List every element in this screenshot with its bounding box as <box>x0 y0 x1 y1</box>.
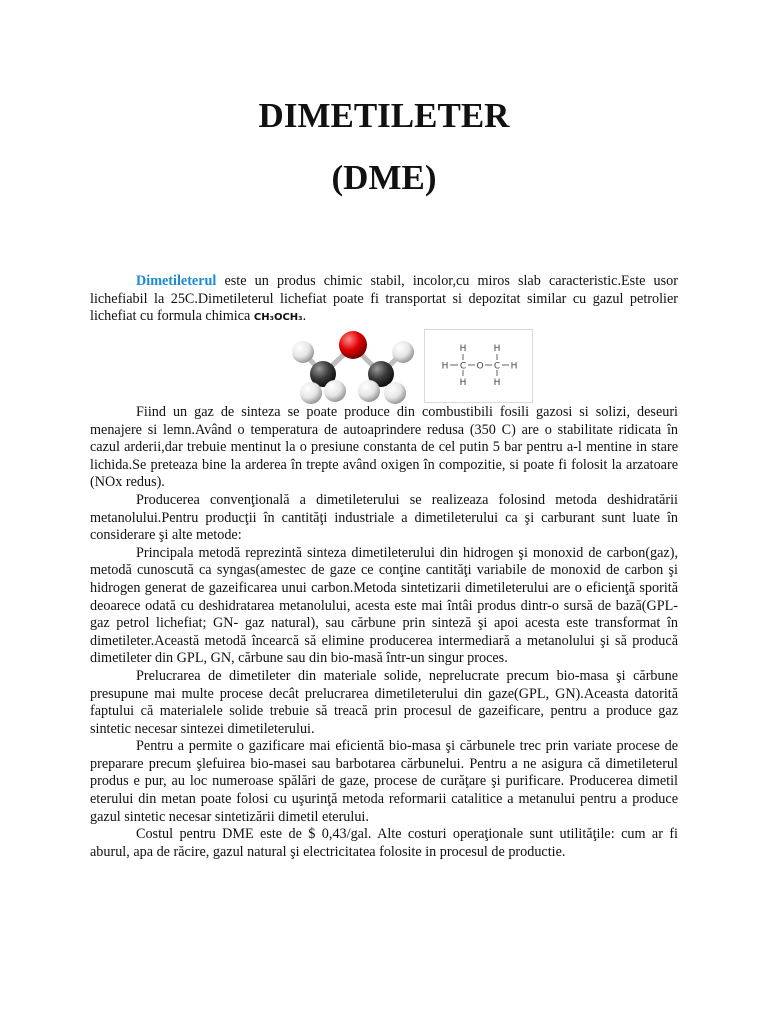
hydrogen-atom <box>358 380 380 402</box>
intro-paragraph <box>90 273 678 327</box>
structural-label: H <box>510 361 518 372</box>
molecule-3d-model-image <box>283 326 423 406</box>
oxygen-atom <box>339 331 367 359</box>
body-paragraph: Principala metodă reprezintă sinteza dimetileterului din hidrogen şi monoxid de carbon(gaz), metodă cunoscută ca syngas(amestec de gaze ce conţine cantităţi variabile de monoxid de carbon şi hidrogen generat de gazeificarea unui carbon.Metoda sintetizarii dimetileterului are o eficienţă sporită deoarece odată cu deshidratarea metanolului, acesta este mai întâi produs dintr-o sursă de bază(GPL- gaz petrol lichefiat; GN- gaz natural), sau cărbune prin sinteză şi apoi acesta este transformat în dimetileter.Această metodă încearcă să elimine producerea intermediară a metanolului şi să producă dimetileter din GPL, GN, cărbune sau din bio-masă într-un singur proces. <box>90 544 678 667</box>
structural-formula-image <box>424 329 533 403</box>
structural-label: H <box>493 378 501 388</box>
intro-end: . <box>302 308 307 325</box>
hydrogen-atom <box>292 341 314 363</box>
document-body <box>90 404 678 861</box>
body-paragraph: Fiind un gaz de sinteza se poate produce din combustibili fosili gazosi si solizi, deseuri menajere si lemn.Având o temperatura de autoaprindere redusa (350 C) are o stabilitate ridicata în cazul arderii,dar trebuie mentinut la o presiune constanta de cel putin 5 bar pentru a-l mentine in stare lichida.Se preteaza bine la arderea în trepte având oxigen în compozitie, si poate fi folosit la arzatoare (NOx redus). <box>90 404 678 491</box>
chemical-formula: CH₃OCH₃ <box>253 312 303 324</box>
structural-label: O <box>476 361 484 372</box>
structural-label: H <box>493 344 501 354</box>
structural-label: H <box>459 378 467 388</box>
structural-label: H <box>441 361 449 372</box>
structural-label: C <box>493 361 501 372</box>
term-dimetileterul: Dimetileterul <box>136 273 217 289</box>
document-title: DIMETILETER <box>258 96 510 135</box>
body-paragraph: Prelucrarea de dimetileter din materiale solide, neprelucrate precum bio-masa şi cărbune presupune mai multe procese decât prelucrarea dimetileterului din gaze(GPL, GN).Aceasta datorită faptului că materialele solide trebuie să treacă prin procesul de gazeificare, pentru a produce gaz sintetic necesar sintezei dimetileterului. <box>90 667 678 737</box>
document-subtitle: (DME) <box>331 158 437 197</box>
structural-label: C <box>459 361 467 372</box>
structural-label: H <box>459 344 467 354</box>
intro-text: este un produs chimic stabil, incolor,cu miros slab caracteristic.Este usor lichefiabil la 25C.Dimetileterul lichefiat poate fi transportat si depozitat similar cu gazul petrolier lichefiat cu formula chimica <box>90 273 678 325</box>
body-paragraph: Costul pentru DME este de $ 0,43/gal. Alte costuri operaţionale sunt utilităţile: cum ar fi aburul, apa de răcire, gazul natural şi electricitatea folosite in procesul de productie. <box>90 826 678 860</box>
body-paragraph: Producerea convenţională a dimetileterului se realizeaza folosind metoda deshidratării metanolului.Pentru producţii în cantităţi industriale a dimetileterului ca şi carburant sunt luate în considerare şi alte metode: <box>90 491 678 544</box>
hydrogen-atom <box>392 341 414 363</box>
hydrogen-atom <box>300 382 322 404</box>
hydrogen-atom <box>324 380 346 402</box>
hydrogen-atom <box>384 382 406 404</box>
body-paragraph: Pentru a permite o gazificare mai eficientă bio-masa şi cărbunele trec prin variate procese de preparare precum şlefuirea bio-masei sau barbotarea cărbunelui. Pentru a ne asigura că dimetileterul produs e pur, au loc numeroase spălări de gaze, procese de curăţare şi purificare. Producerea dimetil eterului din metan poate folosi cu uşurinţă metoda reformarii catalitice a metanului pentru a produce gazul sintetic necesar sintetizării dimetil eterului. <box>90 738 678 825</box>
